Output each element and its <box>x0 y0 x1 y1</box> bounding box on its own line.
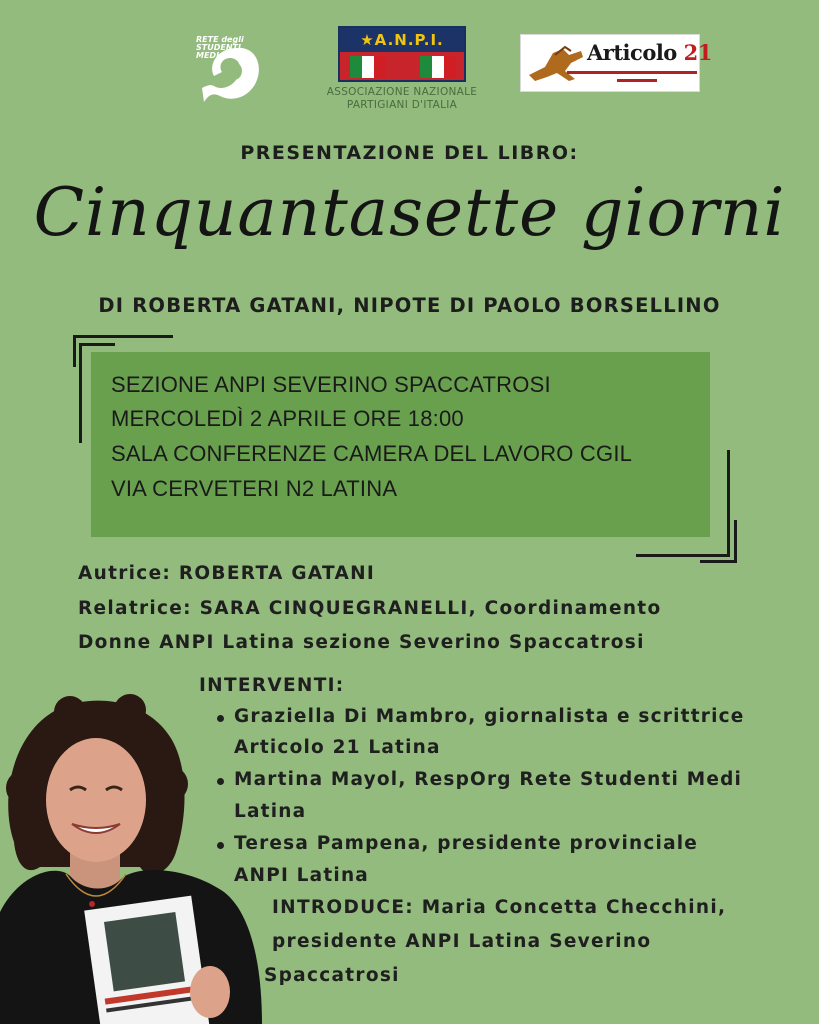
speaker-detail-line1: Relatrice: SARA CINQUEGRANELLI, Coordinamento <box>78 598 662 619</box>
author-portrait-icon <box>0 692 262 1024</box>
intervento-2-line1: Martina Mayol, RespOrg Rete Studenti Medi <box>234 769 743 790</box>
intervento-1-line1: Graziella Di Mambro, giornalista e scrittrice <box>234 706 745 727</box>
event-info-box <box>91 352 710 537</box>
corner-bracket <box>734 520 737 560</box>
anpi-logo <box>313 26 491 118</box>
pre-title: PRESENTAZIONE DEL LIBRO: <box>240 142 579 164</box>
introduce-line3: Spaccatrosi <box>264 965 400 986</box>
anpi-flag <box>338 26 466 82</box>
intervento-3-line1: Teresa Pampena, presidente provinciale <box>234 833 699 854</box>
interventi-title: INTERVENTI: <box>199 675 345 696</box>
articolo21-logo <box>520 34 712 92</box>
anpi-acronym: ★A.N.P.I. <box>340 28 464 52</box>
event-venue: SALA CONFERENZE CAMERA DEL LAVORO CGIL <box>111 441 633 466</box>
anpi-caption-line2: PARTIGIANI D'ITALIA <box>346 99 458 111</box>
event-section: SEZIONE ANPI SEVERINO SPACCATROSI <box>111 372 551 397</box>
book-title: Cinquantasette giorni <box>33 174 786 251</box>
articolo21-name: Articolo 21 <box>587 40 712 65</box>
speaker-detail-line2: Donne ANPI Latina sezione Severino Spaccatrosi <box>78 632 645 653</box>
articolo21-underline <box>617 79 657 82</box>
corner-bracket <box>79 343 115 346</box>
introduce-line2: presidente ANPI Latina Severino <box>272 931 652 952</box>
corner-bracket <box>73 335 76 367</box>
event-address: VIA CERVETERI N2 LATINA <box>111 476 398 501</box>
corner-bracket <box>73 335 173 338</box>
intervento-2-line2: Latina <box>234 801 307 822</box>
corner-bracket <box>636 554 730 557</box>
intervento-3-line2: ANPI Latina <box>234 865 369 886</box>
event-date: MERCOLEDÌ 2 APRILE ORE 18:00 <box>111 406 464 431</box>
introduce-line1: INTRODUCE: Maria Concetta Checchini, <box>272 897 727 918</box>
author-photo <box>0 692 262 1024</box>
anpi-caption-line1: ASSOCIAZIONE NAZIONALE <box>326 86 478 98</box>
articolo21-figure-icon <box>525 41 587 85</box>
corner-bracket <box>700 560 737 563</box>
italian-flag-icon <box>350 56 386 78</box>
anpi-caption <box>313 86 491 112</box>
intervento-1-line2: Articolo 21 Latina <box>234 737 441 758</box>
author-line: DI ROBERTA GATANI, NIPOTE DI PAOLO BORSELLINO <box>98 294 721 317</box>
articolo21-underline <box>567 71 697 74</box>
author-detail: Autrice: ROBERTA GATANI <box>78 563 376 584</box>
corner-bracket <box>79 343 82 443</box>
rete-logo-text: RETE degli STUDENTI MEDI <box>196 35 244 60</box>
rete-studenti-logo <box>196 36 268 108</box>
corner-bracket <box>727 450 730 554</box>
italian-flag-icon <box>420 56 456 78</box>
